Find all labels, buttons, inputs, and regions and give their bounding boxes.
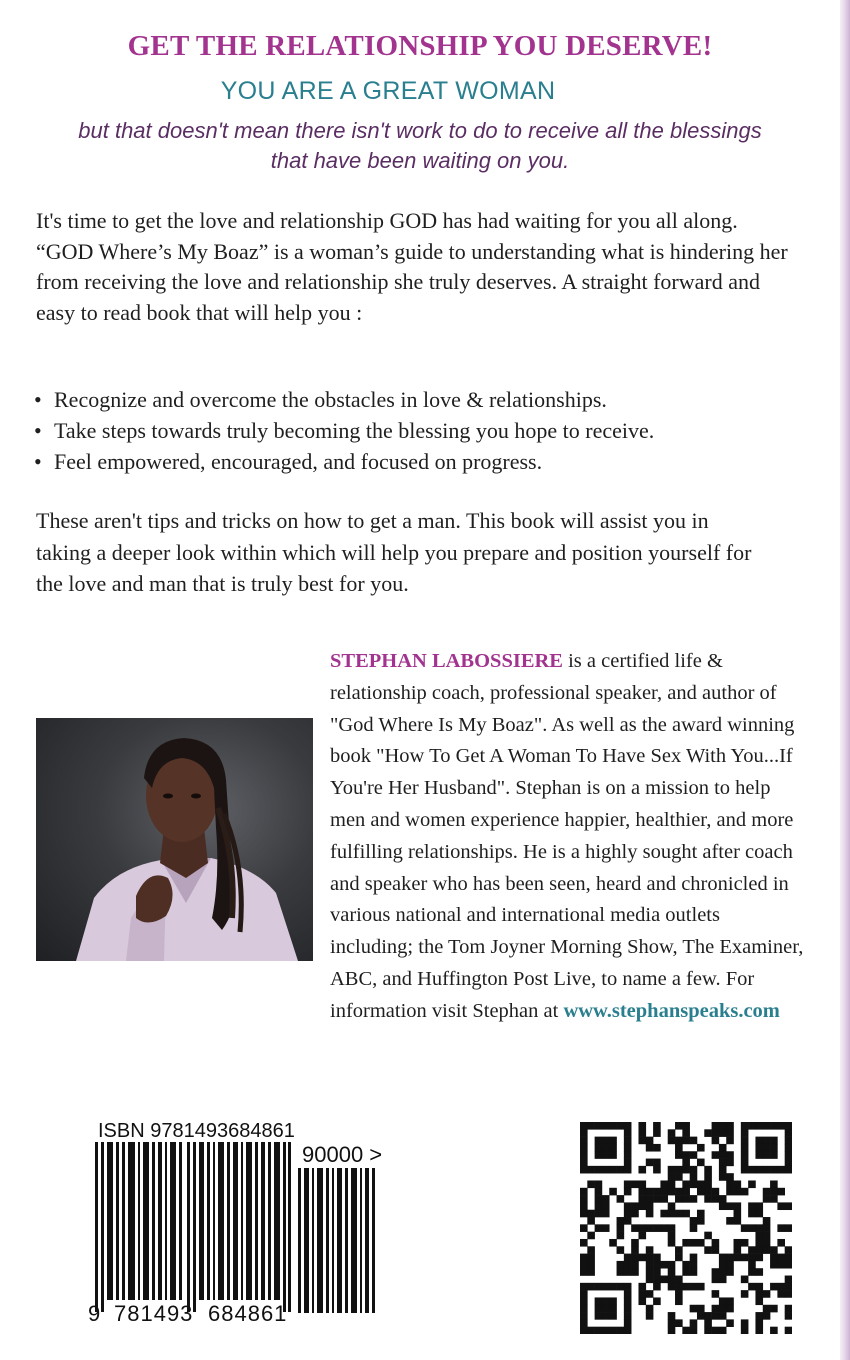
author-website-link[interactable]: www.stephanspeaks.com bbox=[563, 999, 780, 1022]
list-item: • Take steps towards truly becoming the blessing you hope to receive. bbox=[34, 415, 814, 446]
qr-code[interactable] bbox=[580, 1122, 792, 1334]
author-name: STEPHAN LABOSSIERE bbox=[330, 650, 563, 672]
isbn-barcode bbox=[40, 1108, 420, 1338]
barcode-digits-left: 781493 bbox=[114, 1301, 194, 1326]
subhead: YOU ARE A GREAT WOMAN bbox=[220, 77, 556, 105]
price-code: 90000 > bbox=[302, 1142, 383, 1167]
addon-barcode-bars bbox=[298, 1168, 378, 1313]
barcode-digit-lead: 9 bbox=[88, 1301, 101, 1326]
author-photo bbox=[36, 718, 313, 961]
isbn-label: ISBN 9781493684861 bbox=[98, 1120, 295, 1142]
list-item: • Feel empowered, encouraged, and focused on progress. bbox=[34, 446, 814, 477]
author-bio bbox=[330, 646, 808, 1028]
author-bio-text: is a certified life & relationship coach, professional speaker, and author of "God Where Is My Boaz". As well as the award winning book "How To Get A Woman To Have Sex With You...If You're Her Husband". Stephan is on a mission to help men and women experience happier, healthier, and more fulfilling relationships. He is a highly sought after coach and speaker who has been seen, heard and chronicled in various national and international media outlets including; the Tom Joyner Morning Show, The Examiner, ABC, and Huffington Post Live, to name a few. For information visit Stephan at bbox=[330, 650, 804, 1022]
barcode-bars bbox=[95, 1142, 291, 1312]
tagline: but that doesn't mean there isn't work to do to receive all the blessings that have been waiting on you. bbox=[78, 118, 762, 173]
barcode-digits-right: 684861 bbox=[208, 1301, 288, 1326]
intro-paragraph: It's time to get the love and relationship GOD has had waiting for you all along. “GOD Where’s My Boaz” is a woman’s guide to understanding what is hindering her from receiving the love and relationship she truly deserves. A straight forward and easy to read book that will help you : bbox=[36, 208, 788, 325]
qr-code-pattern bbox=[580, 1122, 792, 1334]
spine-edge bbox=[840, 0, 850, 1360]
headline: GET THE RELATIONSHIP YOU DESERVE! bbox=[127, 30, 713, 62]
benefits-list bbox=[34, 384, 814, 477]
list-item: • Recognize and overcome the obstacles in love & relationships. bbox=[34, 384, 814, 415]
closing-paragraph: These aren't tips and tricks on how to get a man. This book will assist you in taking a deeper look within which will help you prepare and position yourself for the love and man that is truly best for you. bbox=[36, 508, 752, 596]
